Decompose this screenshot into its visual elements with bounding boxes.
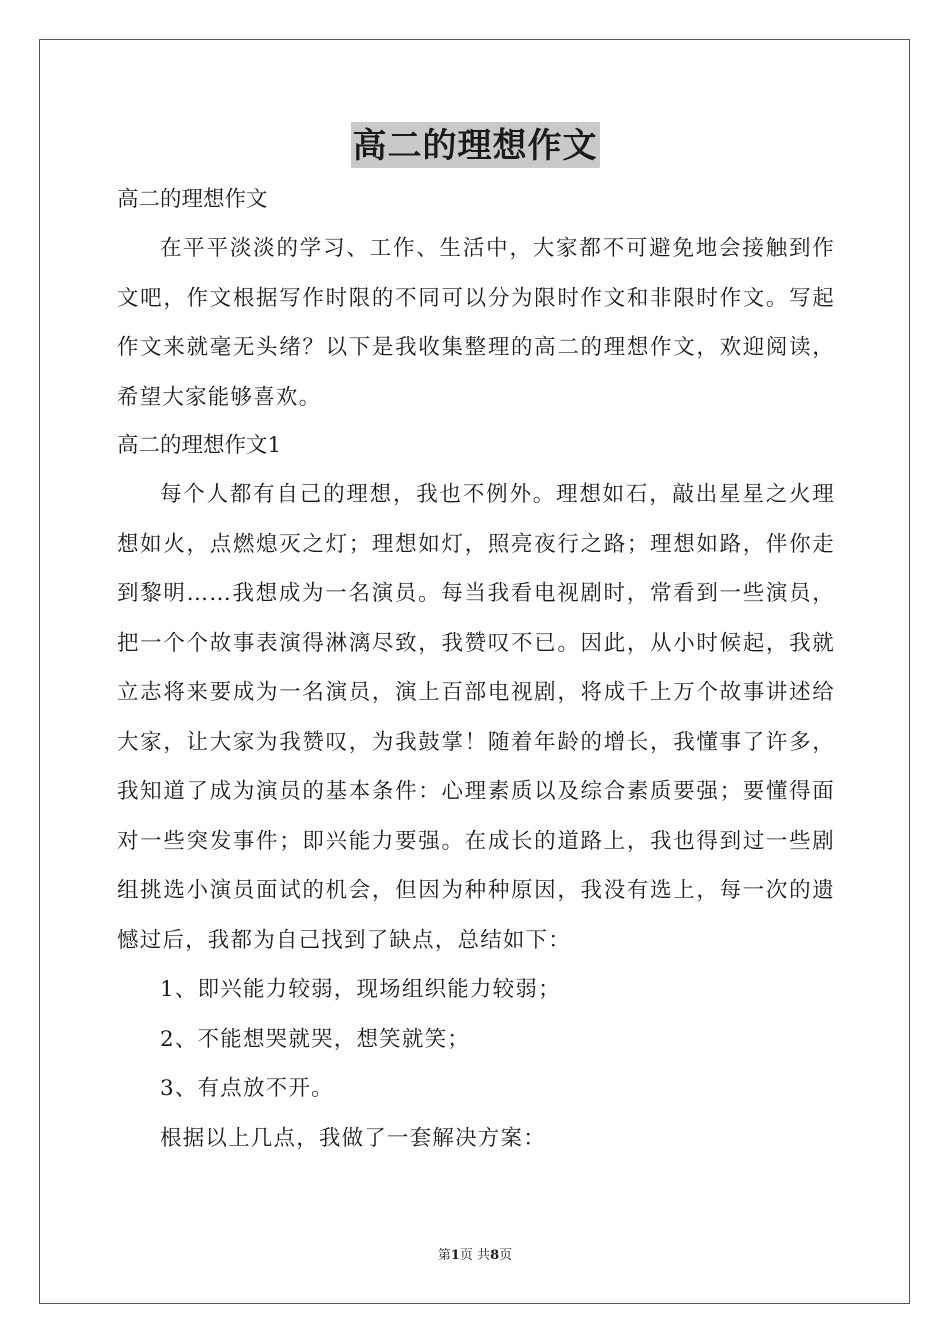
footer-page-total: 8 <box>490 1248 500 1263</box>
essay-heading: 高二的理想作文1 <box>117 433 282 458</box>
footer-page-current: 1 <box>450 1248 460 1263</box>
footer-page-mid: 页 共 <box>459 1248 491 1263</box>
title-container <box>0 122 950 168</box>
page-footer <box>0 1247 950 1265</box>
document-body <box>117 176 835 1163</box>
document-title: 高二的理想作文 <box>351 122 600 168</box>
footer-page-suffix: 页 <box>499 1248 513 1263</box>
footer-page-prefix: 第 <box>437 1248 451 1263</box>
list-item: 1、即兴能力较弱，现场组织能力较弱； <box>160 977 561 1002</box>
essay-paragraph: 每个人都有自己的理想，我也不例外。理想如石，敲出星星之火理想如火，点燃熄灭之灯；理想如灯，照亮夜行之路；理想如路，伴你走到黎明……我想成为一名演员。每当我看电视剧时，常看到一些演员，把一个个故事表演得淋漓尽致，我赞叹不已。因此，从小时候起，我就立志将来要成为一名演员，演上百部电视剧，将成千上万个故事讲述给大家，让大家为我赞叹，为我鼓掌！随着年龄的增长，我懂事了许多，我知道了成为演员的基本条件：心理素质以及综合素质要强；要懂得面对一些突发事件；即兴能力要强。在成长的道路上，我也得到过一些剧组挑选小演员面试的机会，但因为种种原因，我没有选上，每一次的遗憾过后，我都为自己找到了缺点，总结如下： <box>117 482 835 953</box>
section-heading: 高二的理想作文 <box>117 187 268 212</box>
intro-paragraph: 在平平淡淡的学习、工作、生活中，大家都不可避免地会接触到作文吧，作文根据写作时限的不同可以分为限时作文和非限时作文。写起作文来就毫无头绪？以下是我收集整理的高二的理想作文，欢迎阅读，希望大家能够喜欢。 <box>117 236 835 410</box>
list-item: 3、有点放不开。 <box>160 1076 334 1101</box>
closing-paragraph: 根据以上几点，我做了一套解决方案： <box>160 1125 546 1151</box>
list-item: 2、不能想哭就哭，想笑就笑； <box>160 1026 470 1052</box>
